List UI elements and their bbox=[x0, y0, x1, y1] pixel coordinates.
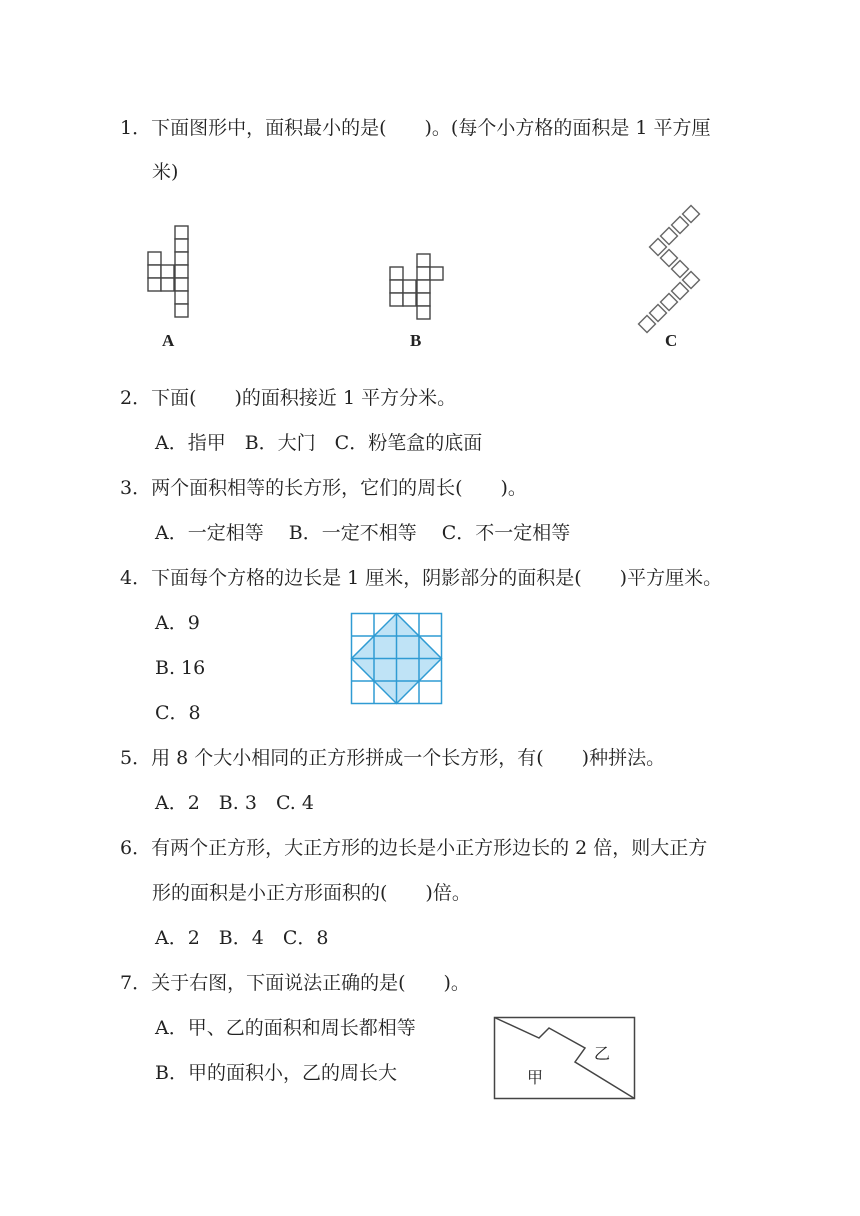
figure-a bbox=[148, 226, 188, 317]
q6-stem-line1: 6．有两个正方形，大正方形的边长是小正方形边长的 2 倍，则大正方 bbox=[120, 837, 708, 859]
q7-stem: 7．关于右图，下面说法正确的是( )。 bbox=[120, 972, 470, 994]
figure-b bbox=[390, 254, 443, 319]
q2-stem: 2．下面( )的面积接近 1 平方分米。 bbox=[120, 387, 457, 409]
figure-c-label: C bbox=[665, 331, 678, 350]
q4-stem: 4．下面每个方格的边长是 1 厘米，阴影部分的面积是( )平方厘米。 bbox=[120, 567, 723, 589]
q4-option-c: C．8 bbox=[155, 702, 201, 724]
q3-options: A．一定相等 B．一定不相等 C．不一定相等 bbox=[155, 522, 571, 544]
q5-stem: 5．用 8 个大小相同的正方形拼成一个长方形，有( )种拼法。 bbox=[120, 747, 666, 769]
figure-b-label: B bbox=[410, 331, 422, 350]
q4-grid-figure bbox=[350, 612, 446, 708]
figure-a-label: A bbox=[162, 331, 175, 350]
q2-options: A．指甲 B．大门 C．粉笔盒的底面 bbox=[155, 432, 483, 454]
q4-option-a: A．9 bbox=[155, 612, 200, 634]
q3-stem: 3．两个面积相等的长方形，它们的周长( )。 bbox=[120, 477, 527, 499]
q1-figures bbox=[140, 200, 720, 360]
q7-option-a: A．甲、乙的面积和周长都相等 bbox=[155, 1017, 416, 1039]
q5-options: A．2 B. 3 C. 4 bbox=[155, 792, 314, 814]
q7-label-yi: 乙 bbox=[594, 1044, 611, 1063]
q7-figure bbox=[493, 1016, 637, 1102]
q4-grid-lines bbox=[352, 614, 442, 704]
q1-stem-line2: 米) bbox=[152, 161, 179, 183]
figure-c bbox=[639, 206, 700, 333]
q6-options: A．2 B．4 C．8 bbox=[155, 927, 329, 949]
q4-option-b: B. 16 bbox=[155, 657, 206, 679]
q1-stem-line1: 1．下面图形中，面积最小的是( )。(每个小方格的面积是 1 平方厘 bbox=[120, 117, 711, 139]
q6-stem-line2: 形的面积是小正方形面积的( )倍。 bbox=[152, 882, 471, 904]
q7-option-b: B．甲的面积小，乙的周长大 bbox=[155, 1062, 397, 1084]
q7-label-jia: 甲 bbox=[527, 1068, 544, 1087]
